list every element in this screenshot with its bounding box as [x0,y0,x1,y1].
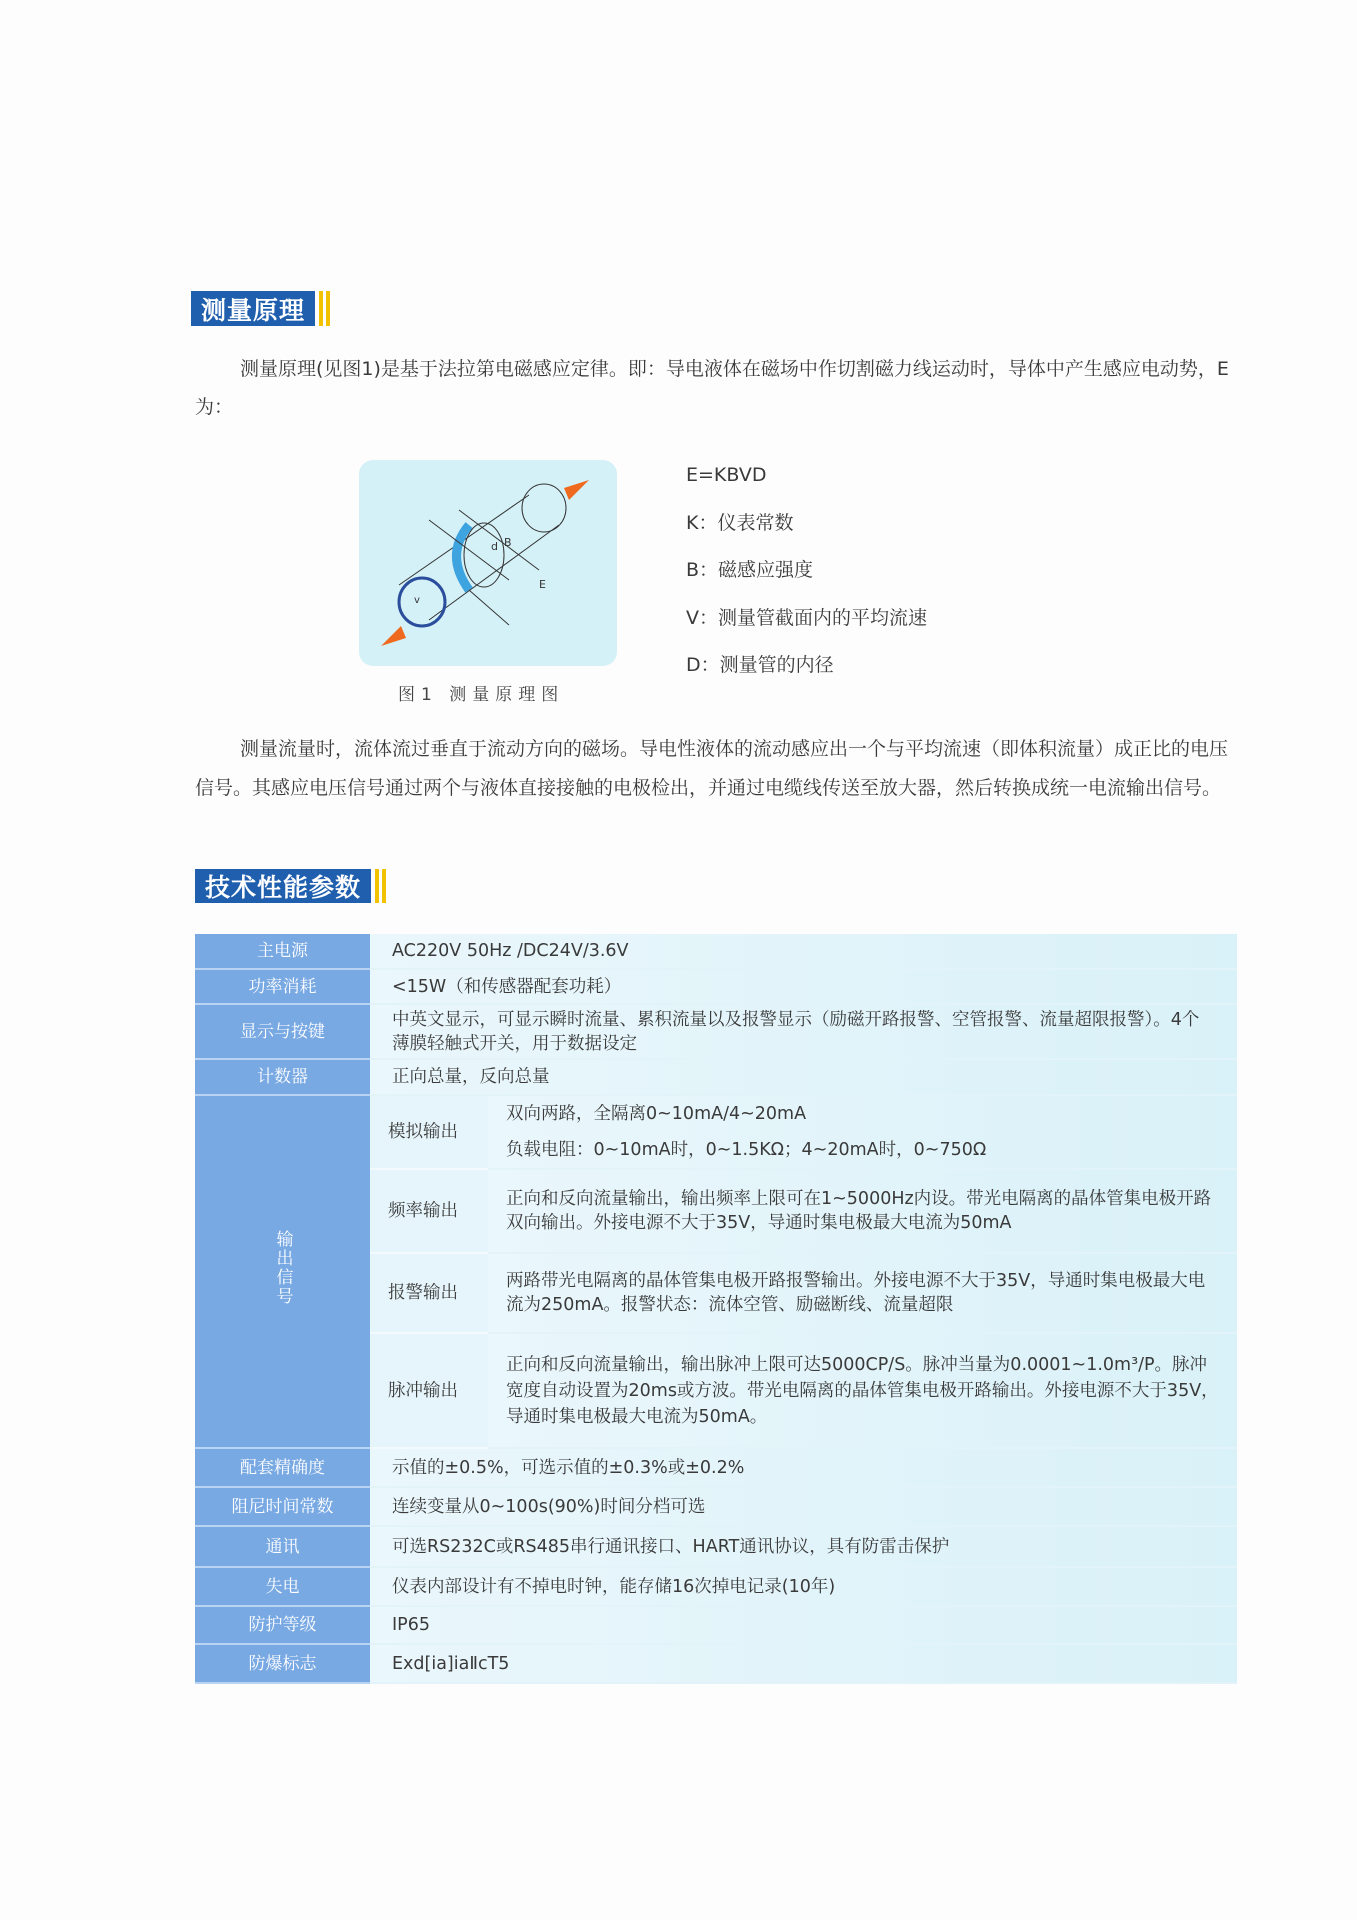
formula-k: K：仪表常数 [686,511,794,534]
heading-accent-bars [319,291,330,326]
formula-v: V：测量管截面内的平均流速 [686,606,927,629]
heading-accent-bars [375,869,386,903]
formula-d: D：测量管的内径 [686,654,834,676]
table-row [195,1004,1237,1059]
output-signal-label [195,1095,370,1448]
table-row [195,1095,1237,1169]
formula-list [686,452,927,690]
analog-line2: 负载电阻：0~10mA时，0~1.5KΩ；4~20mA时，0~750Ω [506,1140,987,1160]
principle-paragraph: 测量原理(见图1)是基于法拉第电磁感应定律。即：导电液体在磁场中作切割磁力线运动时，导体中产生感应电动势，E为： [195,358,1229,418]
row-label: 显示与按键 [195,1004,370,1059]
sub-label: 模拟输出 [370,1095,488,1169]
measurement-paragraph: 测量流量时，流体流过垂直于流动方向的磁场。导电性液体的流动感应出一个与平均流速（即体积流量）成正比的电压信号。其感应电压信号通过两个与液体直接接触的电极检出，并通过电缆线传送至放大器，然后转换成统一电流输出信号。 [195,738,1229,799]
section-heading-principle [191,291,330,326]
table-row [195,1644,1237,1683]
label-d: d [491,540,498,553]
table-row [195,1567,1237,1606]
row-value: AC220V 50Hz /DC24V/3.6V [370,934,1237,969]
row-label: 配套精确度 [195,1448,370,1487]
figure-caption: 图1 测量原理图 [398,685,565,705]
table-row [195,1487,1237,1526]
table-row [195,969,1237,1004]
sub-value [488,1095,1237,1169]
row-value: 示值的±0.5%，可选示值的±0.3%或±0.2% [370,1448,1237,1487]
principle-figure [359,460,617,666]
formula: E=KBVD [686,464,767,486]
row-value: 仪表内部设计有不掉电时钟，能存储16次掉电记录(10年) [370,1567,1237,1606]
row-value: <15W（和传感器配套功耗） [370,969,1237,1004]
row-label: 失电 [195,1567,370,1606]
row-value: IP65 [370,1606,1237,1644]
heading-text: 测量原理 [191,291,315,326]
heading-text: 技术性能参数 [195,869,371,903]
formula-b: B：磁感应强度 [686,559,814,581]
sub-value: 正向和反向流量输出，输出频率上限可在1~5000Hz内设。带光电隔离的晶体管集电极开路双向输出。外接电源不大于35V，导通时集电极最大电流为50mA [488,1169,1237,1253]
output-signal-text: 输出信号 [272,1230,293,1306]
table-row [195,1526,1237,1567]
label-e: E [539,578,546,591]
label-b: B [504,536,512,549]
table-row [195,1448,1237,1487]
spec-table [195,934,1237,1684]
table-row [195,934,1237,969]
flowmeter-diagram [359,460,617,666]
row-label: 通讯 [195,1526,370,1567]
row-value: 可选RS232C或RS485串行通讯接口、HART通讯协议，具有防雷击保护 [370,1526,1237,1567]
table-row [195,1606,1237,1644]
row-label: 主电源 [195,934,370,969]
sub-label: 频率输出 [370,1169,488,1253]
sub-label: 报警输出 [370,1253,488,1333]
row-label: 防爆标志 [195,1644,370,1683]
section-heading-specs [195,869,386,903]
row-label: 防护等级 [195,1606,370,1644]
sub-value: 正向和反向流量输出，输出脉冲上限可达5000CP/S。脉冲当量为0.0001~1.0m³/P。脉冲宽度自动设置为20ms或方波。带光电隔离的晶体管集电极开路输出。外接电源不大于35V，导通时集电极最大电流为50mA。 [488,1333,1237,1448]
row-value: Exd[ia]iaⅡcT5 [370,1644,1237,1683]
analog-line1: 双向两路，全隔离0~10mA/4~20mA [506,1104,807,1124]
row-value: 连续变量从0~100s(90%)时间分档可选 [370,1487,1237,1526]
row-label: 功率消耗 [195,969,370,1004]
label-v: v [414,595,420,606]
table-row [195,1059,1237,1095]
row-value: 正向总量，反向总量 [370,1059,1237,1095]
row-label: 阻尼时间常数 [195,1487,370,1526]
sub-label: 脉冲输出 [370,1333,488,1448]
row-value: 中英文显示，可显示瞬时流量、累积流量以及报警显示（励磁开路报警、空管报警、流量超限报警）。4个薄膜轻触式开关，用于数据设定 [370,1004,1237,1059]
sub-value: 两路带光电隔离的晶体管集电极开路报警输出。外接电源不大于35V，导通时集电极最大电流为250mA。报警状态：流体空管、励磁断线、流量超限 [488,1253,1237,1333]
row-label: 计数器 [195,1059,370,1095]
